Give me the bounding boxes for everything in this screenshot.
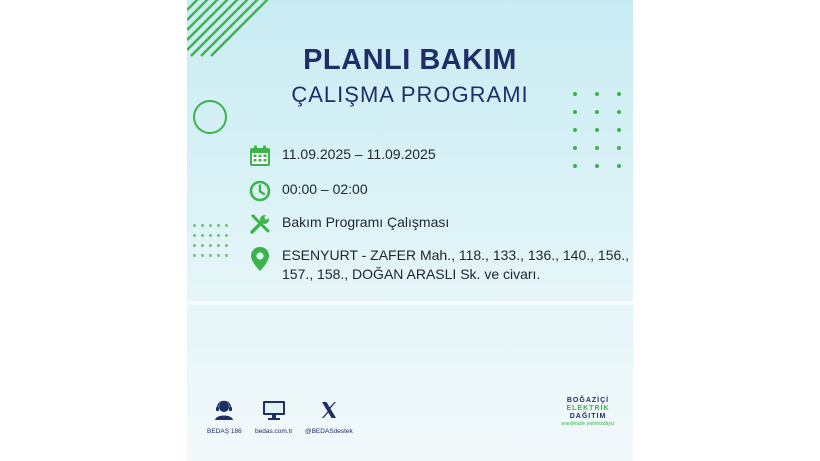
date-range-text: 11.09.2025 – 11.09.2025 xyxy=(282,146,436,162)
logo-line-1: BOĞAZİÇİ xyxy=(566,397,610,404)
title-secondary: ÇALIŞMA PROGRAMI xyxy=(291,82,529,107)
horizon-line xyxy=(187,300,633,306)
work-type-text: Bakım Programı Çalışması xyxy=(282,214,450,230)
clock-icon xyxy=(249,180,271,202)
location-text xyxy=(282,246,629,284)
x-logo-icon xyxy=(319,400,339,425)
date-row xyxy=(249,145,436,167)
logo-tagline: enerjimizle yanınızdayız xyxy=(561,421,615,427)
location-pin-icon xyxy=(249,246,271,272)
social-label: @BEDASdestek xyxy=(305,428,353,435)
website-label: bedas.com.tr xyxy=(255,428,293,435)
location-line-1: ESENYURT - ZAFER Mah., 118., 133., 136., 140., 156., xyxy=(282,247,630,263)
location-line-2: 157., 158., DOĞAN ARASLI Sk. ve civarı. xyxy=(282,266,541,282)
work-type-row xyxy=(249,213,449,235)
footer-phone xyxy=(207,400,242,435)
time-range-text: 00:00 – 02:00 xyxy=(282,181,368,197)
company-logo xyxy=(558,397,618,428)
tools-icon xyxy=(249,213,271,235)
location-row xyxy=(249,246,629,284)
time-row xyxy=(249,180,368,202)
phone-label: BEDAŞ 186 xyxy=(207,428,242,435)
monitor-icon xyxy=(262,400,286,425)
logo-line-3: DAĞITIM xyxy=(569,413,607,420)
headset-agent-icon xyxy=(213,400,235,425)
title-primary: PLANLI BAKIM xyxy=(303,44,517,76)
logo-line-2: ELEKTRİK xyxy=(566,405,610,412)
footer-social xyxy=(305,400,353,435)
footer-website xyxy=(255,400,293,435)
announcement-card xyxy=(187,0,633,461)
calendar-icon xyxy=(249,145,271,167)
